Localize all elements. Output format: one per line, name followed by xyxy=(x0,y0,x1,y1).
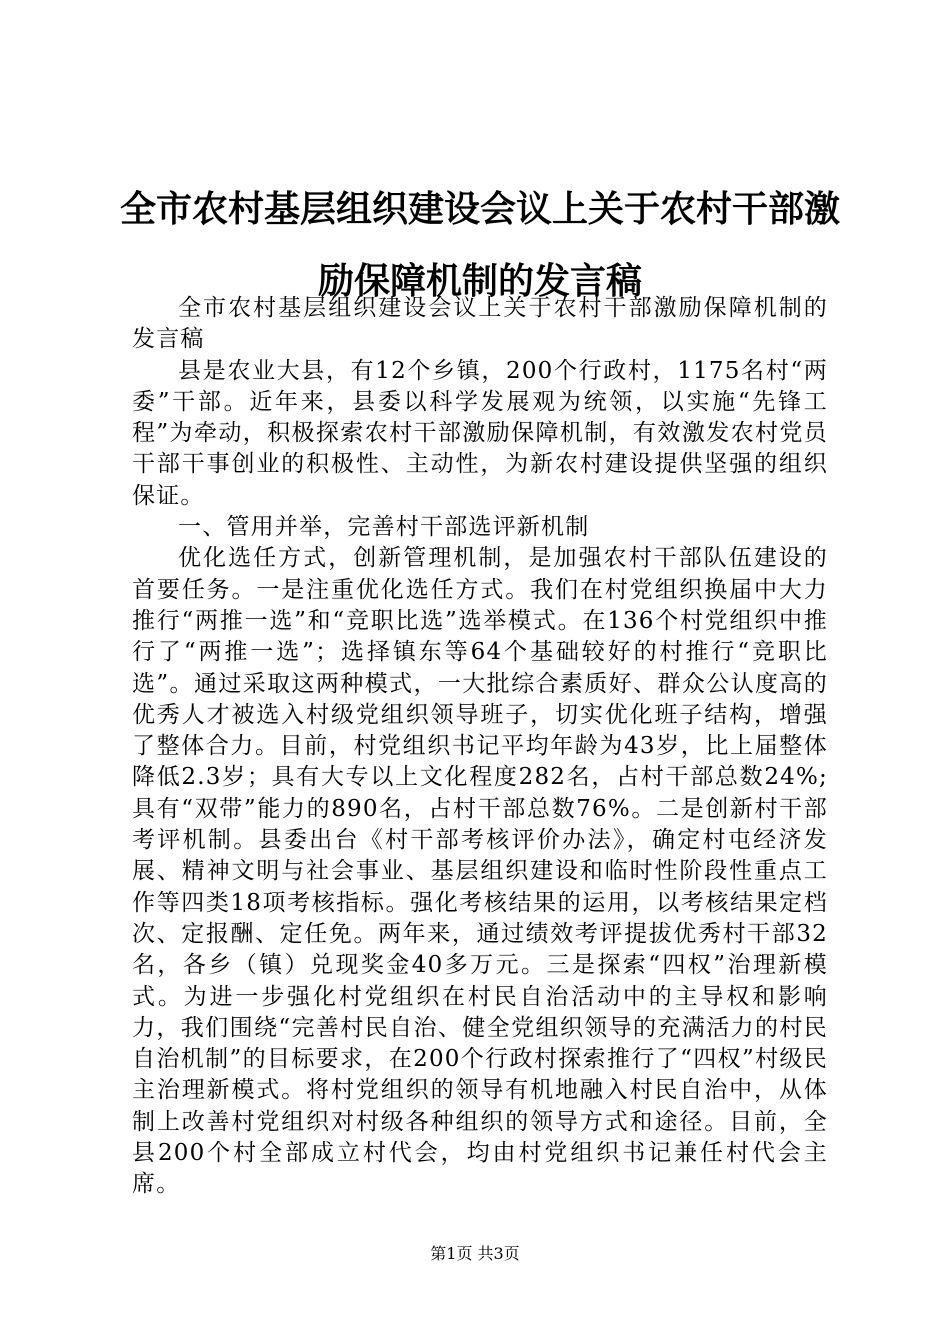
page-footer xyxy=(0,1244,950,1264)
overview-paragraph: 县是农业大县，有12个乡镇，200个行政村，1175名村“两委”干部。近年来，县委以科学发展观为统领，以实施“先锋工程”为牵动，积极探索农村干部激励保障机制，有效激发农村党员干部干事创业的积极性、主动性，为新农村建设提供坚强的组织保证。 xyxy=(132,357,828,509)
intro-title-paragraph: 全市农村基层组织建设会议上关于农村干部激励保障机制的发言稿 xyxy=(132,295,828,353)
document-body xyxy=(132,293,828,1201)
page-number: 第1页 共3页 xyxy=(430,1244,520,1263)
section-body-paragraph: 优化选任方式，创新管理机制，是加强农村干部队伍建设的首要任务。一是注重优化选任方式。我们在村党组织换届中大力推行“两推一选”和“竞职比选”选举模式。在136个村党组织中推行了“两推一选”；选择镇东等64个基础较好的村推行“竞职比选”。通过采取这两种模式，一大批综合素质好、群众公认度高的优秀人才被选入村级党组织领导班子，切实优化班子结构，增强了整体合力。目前，村党组织书记平均年龄为43岁，比上届整体降低2.3岁；具有大专以上文化程度282名，占村干部总数24%;具有“双带”能力的890名，占村干部总数76%。二是创新村干部考评机制。县委出台《村干部考核评价办法》，确定村屯经济发展、精神文明与社会事业、基层组织建设和临时性阶段性重点工作等四类18项考核指标。强化考核结果的运用，以考核结果定档次、定报酬、定任免。两年来，通过绩效考评提拔优秀村干部32名，各乡（镇）兑现奖金40多万元。三是探索“四权”治理新模式。为进一步强化村党组织在村民自治活动中的主导权和影响力，我们围绕“完善村民自治、健全党组织领导的充满活力的村民自治机制”的目标要求，在200个行政村探索推行了“四权”村级民主治理新模式。将村党组织的领导有机地融入村民自治中，从体制上改善村党组织对村级各种组织的领导方式和途径。目前，全县200个村全部成立村代会，均由村党组织书记兼任村代会主席。 xyxy=(132,545,828,1198)
section-heading: 一、管用并举，完善村干部选评新机制 xyxy=(178,514,590,541)
document-title: 全市农村基层组织建设会议上关于农村干部激励保障机制的发言稿 xyxy=(119,189,840,303)
